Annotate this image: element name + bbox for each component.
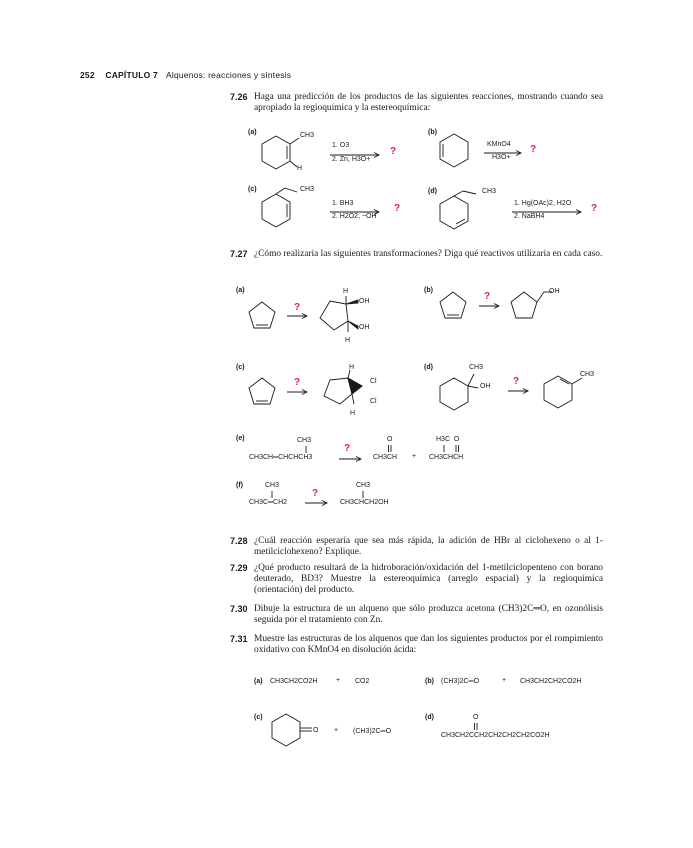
problem-7-29 bbox=[230, 563, 603, 597]
substituent-h: H bbox=[297, 165, 303, 172]
chapter-label: CAPÍTULO 7 bbox=[105, 70, 158, 80]
reaction-arrow bbox=[339, 456, 363, 462]
question-mark: ? bbox=[591, 203, 598, 214]
reagent-line-1: 1. O3 bbox=[332, 142, 350, 149]
cyclopentylmethanol-structure bbox=[508, 288, 554, 322]
hydroxyl-label: OH bbox=[549, 288, 560, 295]
problem-7-30 bbox=[230, 604, 603, 626]
running-header bbox=[80, 70, 291, 80]
part-label: (e) bbox=[236, 435, 245, 442]
product-2-formula: (CH3)2C═O bbox=[353, 728, 392, 735]
question-mark: ? bbox=[390, 146, 397, 157]
reagent-line-1: 1. Hg(OAc)2, H2O bbox=[514, 200, 572, 207]
part-label: (c) bbox=[254, 714, 263, 721]
carbonyl-oxygen: O bbox=[473, 714, 479, 721]
bond-lines bbox=[442, 445, 462, 453]
cyclohexene-structure bbox=[436, 130, 486, 176]
problem-number: 7.27 bbox=[230, 249, 248, 259]
part-label: (f) bbox=[236, 482, 243, 489]
substituent-ch3: CH3 bbox=[580, 371, 595, 378]
product-2-formula: CH3CHCH bbox=[429, 454, 464, 461]
reagent-line-1: KMnO4 bbox=[487, 141, 511, 148]
page-number: 252 bbox=[80, 70, 95, 80]
plus-sign: + bbox=[334, 727, 339, 734]
double-bond bbox=[473, 723, 479, 731]
problem-text: ¿Qué producto resultará de la hidroboración/oxidación del 1-metilciclopenteno con borano deuterado, BD3? Muestre la estereoquímica (arreglo espacial) y la regioquímica (orientación) del producto. bbox=[254, 563, 603, 596]
problem-number: 7.31 bbox=[230, 634, 248, 644]
question-mark: ? bbox=[513, 376, 520, 387]
problem-text: Haga una predicción de los productos de las siguientes reacciones, mostrando cuando sea apropiado la regioquímica y la estereoquímica: bbox=[254, 92, 603, 114]
problem-7-27 bbox=[230, 249, 603, 260]
reagent-line-2: 2. Zn, H3O+ bbox=[332, 156, 371, 163]
chlorine-label: Cl bbox=[370, 398, 377, 405]
hydroxyl-label: OH bbox=[480, 383, 491, 390]
product-1-formula: CH3CH bbox=[373, 454, 398, 461]
reagent-line-1: 1. BH3 bbox=[332, 200, 354, 207]
methylcyclohexene-structure bbox=[436, 190, 496, 236]
chlorine-label: Cl bbox=[370, 378, 377, 385]
problem-number: 7.26 bbox=[230, 92, 248, 102]
reaction-arrow bbox=[479, 303, 501, 309]
problem-number: 7.29 bbox=[230, 563, 248, 573]
question-mark: ? bbox=[312, 488, 319, 499]
substituent-ch3: CH3 bbox=[300, 186, 315, 193]
product-formula: CH3CH2CCH2CH2CH2CH2CO2H bbox=[441, 732, 550, 739]
problem-text: ¿Cómo realizaría las siguientes transformaciones? Diga qué reactivos utilizaría en cada caso. bbox=[254, 249, 603, 259]
reagent-line-2: 2. NaBH4 bbox=[514, 213, 545, 220]
problem-number: 7.30 bbox=[230, 604, 248, 614]
part-label: (d) bbox=[428, 188, 437, 195]
branch-ch3: CH3 bbox=[356, 482, 371, 489]
product-formula: CH3CHCH2OH bbox=[340, 499, 389, 506]
problem-text: Dibuje la estructura de un alqueno que sólo produzca acetona (CH3)2C═O, en ozonólisis seguida por el tratamiento con Zn. bbox=[254, 604, 603, 626]
hydrogen-label: H bbox=[343, 288, 349, 295]
bond-line bbox=[361, 491, 365, 499]
cyclopentene-structure bbox=[246, 376, 282, 410]
product-2-formula: CO2 bbox=[355, 678, 370, 685]
substituent-ch3: CH3 bbox=[482, 188, 497, 195]
hydroxyl-label: OH bbox=[359, 324, 370, 331]
cyclopentene-structure bbox=[437, 290, 473, 324]
hydrogen-label: H bbox=[350, 410, 356, 417]
hydrogen-label: H bbox=[345, 337, 351, 344]
part-label: (a) bbox=[254, 678, 263, 685]
branch-ch3: CH3 bbox=[297, 437, 312, 444]
cyclopentene-structure bbox=[246, 300, 282, 336]
reaction-arrow bbox=[305, 500, 329, 506]
bond-line bbox=[304, 446, 308, 454]
reaction-arrow bbox=[287, 313, 309, 319]
part-label: (b) bbox=[424, 287, 433, 294]
question-mark: ? bbox=[294, 302, 301, 313]
reagent-line-2: H3O+ bbox=[492, 154, 511, 161]
part-label: (c) bbox=[248, 186, 257, 193]
reactant-formula: CH3C═CH2 bbox=[249, 499, 288, 506]
hydrogen-label: H bbox=[349, 364, 355, 371]
question-mark: ? bbox=[294, 377, 301, 388]
branch-ch3: CH3 bbox=[265, 482, 280, 489]
dichlorocarbene-adduct-structure bbox=[318, 370, 368, 414]
question-mark: ? bbox=[484, 291, 491, 302]
double-bond bbox=[387, 445, 393, 453]
reaction-arrow bbox=[287, 389, 309, 395]
part-label: (b) bbox=[428, 129, 437, 136]
hydroxyl-label: OH bbox=[359, 298, 370, 305]
reactant-formula: CH3CH═CHCHCH3 bbox=[249, 454, 313, 461]
reagent-line-2: 2. H2O2, −OH bbox=[332, 213, 377, 220]
reaction-arrow bbox=[508, 388, 530, 394]
part-label: (a) bbox=[236, 287, 245, 294]
bond-line bbox=[270, 491, 274, 499]
question-mark: ? bbox=[394, 203, 401, 214]
part-label: (a) bbox=[248, 129, 257, 136]
question-mark: ? bbox=[530, 144, 537, 155]
part-label: (d) bbox=[425, 714, 434, 721]
product-1-formula: (CH3)2C═O bbox=[441, 678, 480, 685]
question-mark: ? bbox=[344, 443, 351, 454]
methylcyclohexanol-structure bbox=[436, 370, 486, 414]
plus-sign: + bbox=[336, 677, 341, 684]
problem-number: 7.28 bbox=[230, 536, 248, 546]
problem-7-26 bbox=[230, 92, 603, 114]
part-label: (d) bbox=[424, 364, 433, 371]
product-2-formula: CH3CH2CH2CO2H bbox=[520, 678, 582, 685]
part-label: (c) bbox=[236, 364, 245, 371]
product-1-formula: CH3CH2CO2H bbox=[270, 678, 318, 685]
part-label: (b) bbox=[425, 678, 434, 685]
product-2-top: H3C O bbox=[436, 436, 460, 443]
methylenecyclohexane-structure bbox=[255, 188, 315, 234]
problem-text: ¿Cuál reacción esperaría que sea más rápida, la adición de HBr al ciclohexeno o al 1-metilciclohexeno? Explique. bbox=[254, 536, 603, 558]
substituent-ch3: CH3 bbox=[469, 364, 484, 371]
plus-sign: + bbox=[502, 677, 507, 684]
problem-7-31 bbox=[230, 634, 603, 656]
carbonyl-oxygen: O bbox=[313, 727, 319, 734]
carbonyl-oxygen: O bbox=[387, 436, 393, 443]
plus-sign: + bbox=[412, 453, 417, 460]
substituent-ch3: CH3 bbox=[300, 132, 315, 139]
problem-text: Muestre las estructuras de los alquenos que dan los siguientes productos por el rompimiento oxidativo con KMnO4 en disolución ácida: bbox=[254, 634, 603, 656]
chapter-title: Alquenos: reacciones y síntesis bbox=[165, 70, 292, 80]
problem-7-28 bbox=[230, 536, 603, 558]
